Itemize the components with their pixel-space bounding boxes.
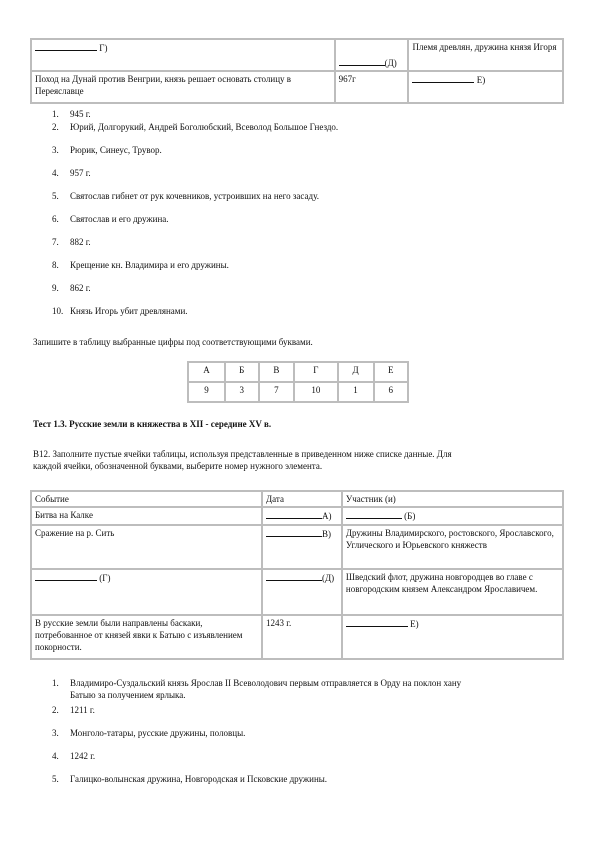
list-item: 8. Крещение кн. Владимира и его дружины. <box>52 260 229 270</box>
answer-blank <box>266 571 322 581</box>
letter-cell: В <box>259 362 295 382</box>
table-cell <box>31 569 262 615</box>
answer-blank <box>266 509 322 519</box>
table-cell <box>342 507 563 525</box>
answer-blank <box>35 571 97 581</box>
list-item: 4. 1242 г. <box>52 751 96 761</box>
table-cell <box>262 569 342 615</box>
table-cell: В русские земли были направлены баскаки, потребованное от князей явки к Батыю с изъявлением покорности. <box>31 615 262 659</box>
header-cell: Событие <box>31 491 262 507</box>
list-item: 5. Святослав гибнет от рук кочевников, устроивших на него засаду. <box>52 191 319 201</box>
list-item: 7. 882 г. <box>52 237 91 247</box>
cell-letter: (Г) <box>99 573 111 584</box>
top-cell-r1c3: Племя древлян, дружина князя Игоря <box>408 39 563 71</box>
instruction-text: Запишите в таблицу выбранные цифры под соответствующими буквами. <box>33 337 313 347</box>
value-cell: 3 <box>225 382 259 402</box>
table-cell <box>342 615 563 659</box>
list-item: 9. 862 г. <box>52 283 91 293</box>
top-cell-r1c1 <box>31 39 335 71</box>
value-cell: 7 <box>259 382 295 402</box>
table-cell: Дружины Владимирского, ростовского, Ярославского, Углического и Юрьевского княжеств <box>342 525 563 569</box>
cell-letter: Г) <box>99 43 108 53</box>
value-cell: 1 <box>338 382 374 402</box>
list-item-continuation: Батыю за получением ярлыка. <box>70 690 186 700</box>
cell-letter: Е) <box>410 619 419 630</box>
list-item: 2. 1211 г. <box>52 705 95 715</box>
value-cell: 10 <box>294 382 337 402</box>
top-cell-r2c1: Поход на Дунай против Венгрии, князь решает основать столицу в Переяславце <box>31 71 335 103</box>
list-item: 6. Святослав и его дружина. <box>52 214 169 224</box>
list-item: 4. 957 г. <box>52 168 91 178</box>
header-cell: Дата <box>262 491 342 507</box>
list-item: 3. Рюрик, Синеус, Трувор. <box>52 145 162 155</box>
list-item: 2. Юрий, Долгорукий, Андрей Боголюбский, Всеволод Большое Гнездо. <box>52 122 339 132</box>
cell-letter: А) <box>322 511 332 522</box>
task-text-line-1: В12. Заполните пустые ячейки таблицы, используя представленные в приведенном ниже списке данные. Для <box>33 449 452 459</box>
letter-cell: А <box>188 362 225 382</box>
cell-letter: (Д) <box>322 573 335 584</box>
table-cell <box>262 525 342 569</box>
answer-blank <box>346 617 408 627</box>
letter-cell: Д <box>338 362 374 382</box>
list-item: 10. Князь Игорь убит древлянами. <box>52 306 188 316</box>
list-item: 1. Владимиро-Суздальский князь Ярослав II Всеволодович первым отправляется в Орду на поклон хану <box>52 678 462 688</box>
table-cell: 1243 г. <box>262 615 342 659</box>
letter-cell: Г <box>294 362 337 382</box>
top-cell-r2c2: 967г <box>335 71 409 103</box>
header-cell: Участник (и) <box>342 491 563 507</box>
cell-letter: (Д) <box>384 57 397 68</box>
list-item: 5. Галицко-волынская дружина, Новгородская и Псковские дружины. <box>52 774 328 784</box>
answer-blank <box>339 56 385 66</box>
table-cell: Сражение на р. Сить <box>31 525 262 569</box>
value-cell: 6 <box>374 382 408 402</box>
answer-table <box>187 361 409 403</box>
test-title: Тест 1.3. Русские земли в княжества в XII - середине XV в. <box>33 419 272 429</box>
table-cell <box>262 507 342 525</box>
answer-blank <box>346 509 402 519</box>
cell-letter: (Б) <box>404 511 416 522</box>
letter-cell: Е <box>374 362 408 382</box>
table-cell: Шведский флот, дружина новгородцев во главе с новгородским князем Александром Ярославичем. <box>342 569 563 615</box>
answer-blank <box>35 41 97 51</box>
task-text-line-2: каждой ячейки, обозначенной буквами, выберите номер нужного элемента. <box>33 461 323 471</box>
top-cell-r2c3 <box>408 71 563 103</box>
letter-cell: Б <box>225 362 259 382</box>
list-item: 3. Монголо-татары, русские дружины, половцы. <box>52 728 246 738</box>
events-table <box>30 490 564 660</box>
cell-letter: В) <box>322 529 332 540</box>
table-cell: Битва на Калке <box>31 507 262 525</box>
value-cell: 9 <box>188 382 225 402</box>
cell-letter: Е) <box>476 75 486 85</box>
list-item: 1. 945 г. <box>52 109 91 119</box>
top-table <box>30 38 564 104</box>
answer-blank <box>266 527 322 537</box>
answer-blank <box>412 73 474 83</box>
top-cell-r1c2 <box>335 39 409 71</box>
